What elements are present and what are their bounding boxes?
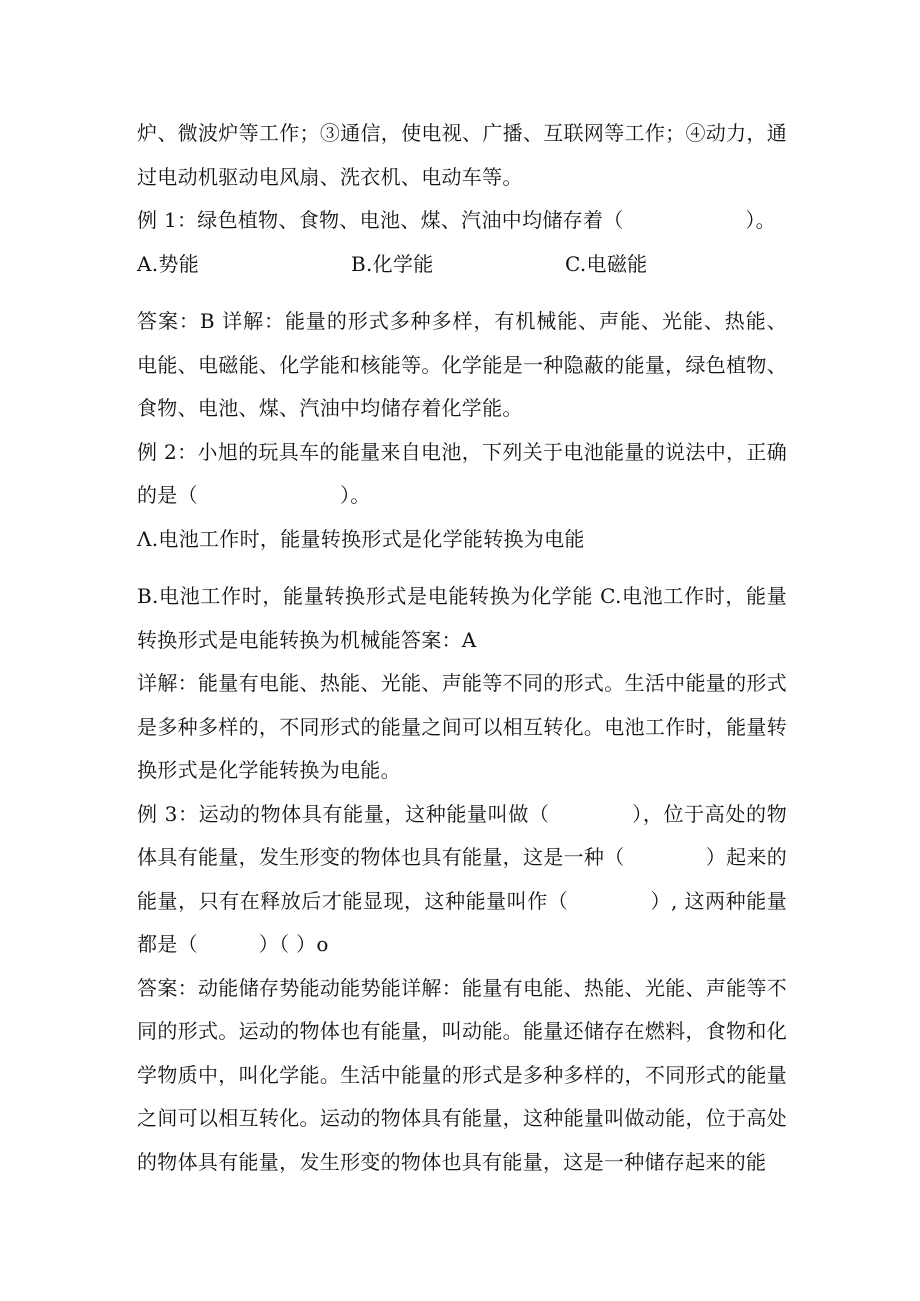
example-3-question: 例 3：运动的物体具有能量，这种能量叫做（ ），位于高处的物体具有能量，发生形变的物体也具有能量，这是一种（ ）起来的能量，只有在释放后才能显现，这种能量叫作（ ）, 这两种能量都是（ ）（ ）o — [137, 801, 787, 956]
paragraph-energy-uses: 炉、微波炉等工作；③通信，使电视、广播、互联网等工作；④动力，通过电动机驱动电风扇、洗衣机、电动车等。 — [137, 121, 787, 189]
example-3-answer: 答案：动能储存势能动能势能详解：能量有电能、热能、光能、声能等不同的形式。运动的物体也有能量，叫动能。能量还储存在燃料，食物和化学物质中，叫化学能。生活中能量的形式是多种多样的，不同形式的能量之间可以相互转化。运动的物体具有能量，这种能量叫做动能，位于高处的物体具有能量，发生形变的物体也具有能量，这是一种储存起来的能 — [137, 975, 787, 1174]
example-1-options — [137, 243, 787, 287]
example-1-option-a: A.势能 — [137, 251, 200, 276]
example-2-explanation: 详解：能量有电能、热能、光能、声能等不同的形式。生活中能量的形式是多种多样的，不同形式的能量之间可以相互转化。电池工作时，能量转换形式是化学能转换为电能。 — [137, 671, 787, 782]
example-2-option-a: Λ.电池工作时，能量转换形式是化学能转换为电能 — [137, 526, 585, 551]
example-1-option-b: B.化学能 — [351, 251, 434, 276]
example-1-question: 例 1：绿色植物、食物、电池、煤、汽油中均储存着（ ）。 — [137, 208, 776, 232]
example-2-question: 例 2：小旭的玩具车的能量来自电池，下列关于电池能量的说法中，正确的是（ ）。 — [137, 439, 787, 507]
example-2-options-bc-answer: B.电池工作时，能量转换形式是电能转换为化学能 C.电池工作时，能量转换形式是电能转换为机械能答案：A — [137, 584, 787, 652]
example-1-answer: 答案：B 详解：能量的形式多种多样，有机械能、声能、光能、热能、电能、电磁能、化学能和核能等。化学能是一种隐蔽的能量，绿色植物、食物、电池、煤、汽油中均储存着化学能。 — [137, 309, 787, 420]
example-1-option-c: C.电磁能 — [565, 251, 648, 276]
document-body — [137, 112, 787, 1184]
